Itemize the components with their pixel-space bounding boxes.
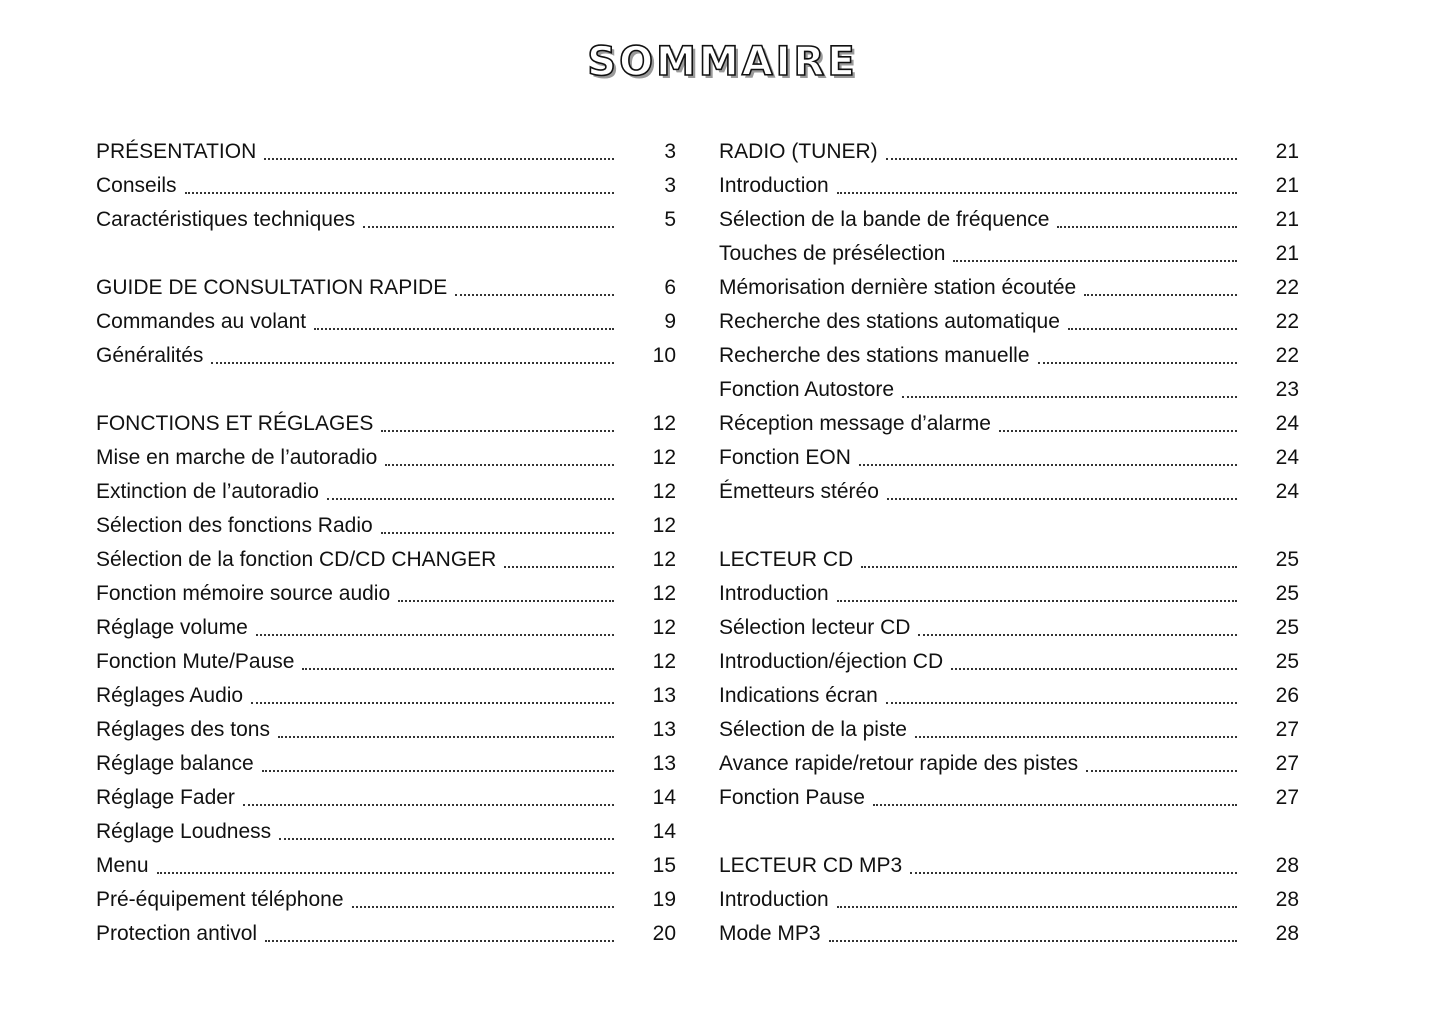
toc-entry-label: Caractéristiques techniques [96, 208, 356, 231]
toc-entry[interactable] [719, 475, 1299, 509]
toc-entry-page: 14 [652, 820, 676, 843]
toc-entry-page: 12 [652, 514, 676, 537]
toc-entry-label: Introduction [719, 582, 829, 605]
toc-entry[interactable] [96, 679, 676, 713]
toc-entry[interactable] [96, 271, 676, 305]
toc-entry-page: 21 [1275, 242, 1299, 265]
toc-entry-page: 25 [1275, 582, 1299, 605]
toc-dot-leader [256, 634, 614, 636]
toc-entry-label: Réglages des tons [96, 718, 270, 741]
toc-entry-page: 5 [664, 208, 676, 231]
toc-entry-label: GUIDE DE CONSULTATION RAPIDE [96, 276, 448, 299]
toc-entry[interactable] [96, 339, 676, 373]
toc-entry-page: 23 [1275, 378, 1299, 401]
toc-dot-leader [1038, 362, 1237, 364]
toc-entry-label: Mode MP3 [719, 922, 821, 945]
toc-entry[interactable] [719, 849, 1299, 883]
toc-entry-page: 24 [1275, 480, 1299, 503]
toc-entry[interactable] [96, 883, 676, 917]
toc-entry-label: Sélection des fonctions Radio [96, 514, 373, 537]
toc-entry[interactable] [96, 645, 676, 679]
toc-entry[interactable] [719, 339, 1299, 373]
toc-entry-label: Recherche des stations manuelle [719, 344, 1030, 367]
toc-entry-label: LECTEUR CD [719, 548, 854, 571]
toc-dot-leader [381, 532, 614, 534]
toc-entry[interactable] [719, 917, 1299, 951]
toc-dot-leader [1086, 770, 1237, 772]
toc-dot-leader [185, 192, 614, 194]
toc-left-column [96, 135, 676, 951]
toc-entry[interactable] [719, 441, 1299, 475]
toc-dot-leader [243, 804, 614, 806]
toc-entry-label: Fonction Pause [719, 786, 865, 809]
toc-dot-leader [999, 430, 1237, 432]
toc-entry-page: 24 [1275, 446, 1299, 469]
toc-entry[interactable] [719, 373, 1299, 407]
toc-entry-label: Introduction [719, 888, 829, 911]
toc-right-column [719, 135, 1299, 951]
toc-entry-page: 22 [1275, 310, 1299, 333]
toc-dot-leader [829, 940, 1237, 942]
toc-entry[interactable] [719, 781, 1299, 815]
toc-dot-leader [873, 804, 1237, 806]
toc-entry-page: 21 [1275, 140, 1299, 163]
toc-entry-page: 28 [1275, 922, 1299, 945]
toc-entry[interactable] [719, 237, 1299, 271]
toc-entry-page: 12 [652, 582, 676, 605]
toc-entry[interactable] [719, 713, 1299, 747]
toc-entry[interactable] [96, 781, 676, 815]
toc-entry-page: 3 [664, 174, 676, 197]
toc-entry[interactable] [96, 509, 676, 543]
toc-entry-page: 27 [1275, 718, 1299, 741]
toc-entry[interactable] [96, 815, 676, 849]
toc-entry[interactable] [719, 407, 1299, 441]
toc-entry-label: PRÉSENTATION [96, 140, 257, 163]
toc-dot-leader [1084, 294, 1237, 296]
toc-entry-label: Introduction [719, 174, 829, 197]
toc-entry-label: FONCTIONS ET RÉGLAGES [96, 412, 374, 435]
toc-entry[interactable] [719, 203, 1299, 237]
toc-entry-page: 25 [1275, 548, 1299, 571]
toc-entry-label: Sélection lecteur CD [719, 616, 911, 639]
toc-entry-label: Recherche des stations automatique [719, 310, 1060, 333]
toc-dot-leader [837, 906, 1237, 908]
toc-dot-leader [887, 498, 1237, 500]
toc-dot-leader [265, 940, 614, 942]
toc-entry-label: Fonction EON [719, 446, 851, 469]
toc-entry-label: RADIO (TUNER) [719, 140, 878, 163]
toc-entry[interactable] [96, 917, 676, 951]
toc-entry-label: Mise en marche de l’autoradio [96, 446, 378, 469]
toc-entry-label: Réglage Fader [96, 786, 235, 809]
toc-entry-page: 10 [652, 344, 676, 367]
toc-dot-leader [262, 770, 614, 772]
toc-dot-leader [837, 192, 1237, 194]
toc-entry-page: 27 [1275, 752, 1299, 775]
toc-entry-page: 27 [1275, 786, 1299, 809]
toc-entry-page: 15 [652, 854, 676, 877]
toc-entry[interactable] [96, 169, 676, 203]
toc-entry-label: Extinction de l’autoradio [96, 480, 319, 503]
toc-entry-page: 22 [1275, 276, 1299, 299]
toc-entry-label: Touches de présélection [719, 242, 946, 265]
toc-dot-leader [381, 430, 614, 432]
toc-entry[interactable] [719, 645, 1299, 679]
toc-entry-label: Réglage Loudness [96, 820, 272, 843]
toc-entry[interactable] [719, 577, 1299, 611]
toc-entry-label: Pré-équipement téléphone [96, 888, 344, 911]
toc-dot-leader [314, 328, 614, 330]
toc-entry-label: Protection antivol [96, 922, 258, 945]
toc-entry-page: 12 [652, 650, 676, 673]
toc-dot-leader [918, 634, 1237, 636]
toc-entry-page: 13 [652, 718, 676, 741]
toc-entry-page: 21 [1275, 208, 1299, 231]
toc-entry-page: 14 [652, 786, 676, 809]
toc-dot-leader [264, 158, 614, 160]
toc-entry[interactable] [96, 611, 676, 645]
toc-dot-leader [157, 872, 614, 874]
toc-dot-leader [327, 498, 614, 500]
toc-entry-page: 12 [652, 548, 676, 571]
toc-entry-label: Introduction/éjection CD [719, 650, 944, 673]
toc-dot-leader [902, 396, 1237, 398]
toc-entry[interactable] [96, 407, 676, 441]
toc-dot-leader [278, 736, 614, 738]
toc-dot-leader [398, 600, 614, 602]
toc-entry-label: Généralités [96, 344, 204, 367]
toc-entry[interactable] [96, 135, 676, 169]
toc-entry-page: 12 [652, 412, 676, 435]
toc-entry-page: 25 [1275, 616, 1299, 639]
toc-entry-page: 22 [1275, 344, 1299, 367]
toc-entry[interactable] [96, 441, 676, 475]
toc-entry[interactable] [96, 747, 676, 781]
toc-entry-label: Menu [96, 854, 149, 877]
toc-entry-page: 6 [664, 276, 676, 299]
toc-entry-page: 12 [652, 616, 676, 639]
toc-entry-page: 13 [652, 752, 676, 775]
toc-entry[interactable] [719, 883, 1299, 917]
toc-entry-label: Sélection de la piste [719, 718, 907, 741]
toc-entry-label: Émetteurs stéréo [719, 480, 879, 503]
toc-entry-label: LECTEUR CD MP3 [719, 854, 903, 877]
toc-entry[interactable] [719, 611, 1299, 645]
toc-dot-leader [211, 362, 614, 364]
toc-entry-page: 19 [652, 888, 676, 911]
toc-entry[interactable] [719, 543, 1299, 577]
toc-entry-label: Réception message d’alarme [719, 412, 991, 435]
toc-entry-page: 28 [1275, 888, 1299, 911]
toc-entry-page: 12 [652, 446, 676, 469]
toc-entry-label: Indications écran [719, 684, 878, 707]
toc-entry-label: Sélection de la bande de fréquence [719, 208, 1050, 231]
toc-dot-leader [455, 294, 614, 296]
toc-entry-page: 21 [1275, 174, 1299, 197]
toc-entry-label: Réglages Audio [96, 684, 244, 707]
page-title: SOMMAIRE [587, 39, 858, 85]
toc-dot-leader [1057, 226, 1237, 228]
toc-entry-page: 24 [1275, 412, 1299, 435]
toc-entry[interactable] [96, 203, 676, 237]
toc-entry-label: Conseils [96, 174, 177, 197]
toc-entry-label: Réglage balance [96, 752, 254, 775]
toc-dot-leader [886, 158, 1237, 160]
toc-entry-page: 9 [664, 310, 676, 333]
toc-dot-leader [504, 566, 614, 568]
toc-entry[interactable] [96, 305, 676, 339]
toc-entry[interactable] [96, 577, 676, 611]
toc-entry[interactable] [719, 747, 1299, 781]
toc-entry[interactable] [96, 543, 676, 577]
toc-entry[interactable] [719, 679, 1299, 713]
toc-dot-leader [951, 668, 1237, 670]
toc-entry-page: 3 [664, 140, 676, 163]
toc-dot-leader [352, 906, 614, 908]
toc-dot-leader [915, 736, 1237, 738]
toc-dot-leader [251, 702, 614, 704]
toc-dot-leader [363, 226, 614, 228]
toc-entry[interactable] [719, 169, 1299, 203]
toc-dot-leader [385, 464, 614, 466]
toc-dot-leader [1068, 328, 1237, 330]
toc-entry[interactable] [96, 849, 676, 883]
toc-entry-page: 20 [652, 922, 676, 945]
toc-entry-label: Fonction Mute/Pause [96, 650, 295, 673]
toc-dot-leader [279, 838, 614, 840]
toc-dot-leader [861, 566, 1237, 568]
toc-entry[interactable] [719, 305, 1299, 339]
toc-dot-leader [302, 668, 614, 670]
toc-entry-page: 28 [1275, 854, 1299, 877]
toc-dot-leader [859, 464, 1237, 466]
toc-entry-label: Commandes au volant [96, 310, 307, 333]
toc-entry[interactable] [719, 135, 1299, 169]
toc-entry-label: Fonction Autostore [719, 378, 895, 401]
toc-entry-label: Réglage volume [96, 616, 248, 639]
toc-entry-label: Avance rapide/retour rapide des pistes [719, 752, 1079, 775]
toc-entry-page: 13 [652, 684, 676, 707]
toc-entry-label: Mémorisation dernière station écoutée [719, 276, 1077, 299]
toc-entry[interactable] [719, 271, 1299, 305]
toc-dot-leader [837, 600, 1237, 602]
toc-entry-page: 26 [1275, 684, 1299, 707]
toc-dot-leader [886, 702, 1237, 704]
toc-dot-leader [953, 260, 1237, 262]
toc-entry[interactable] [96, 713, 676, 747]
toc-entry[interactable] [96, 475, 676, 509]
toc-entry-label: Fonction mémoire source audio [96, 582, 391, 605]
toc-entry-page: 12 [652, 480, 676, 503]
toc-entry-page: 25 [1275, 650, 1299, 673]
toc-dot-leader [910, 872, 1237, 874]
toc-entry-label: Sélection de la fonction CD/CD CHANGER [96, 548, 497, 571]
